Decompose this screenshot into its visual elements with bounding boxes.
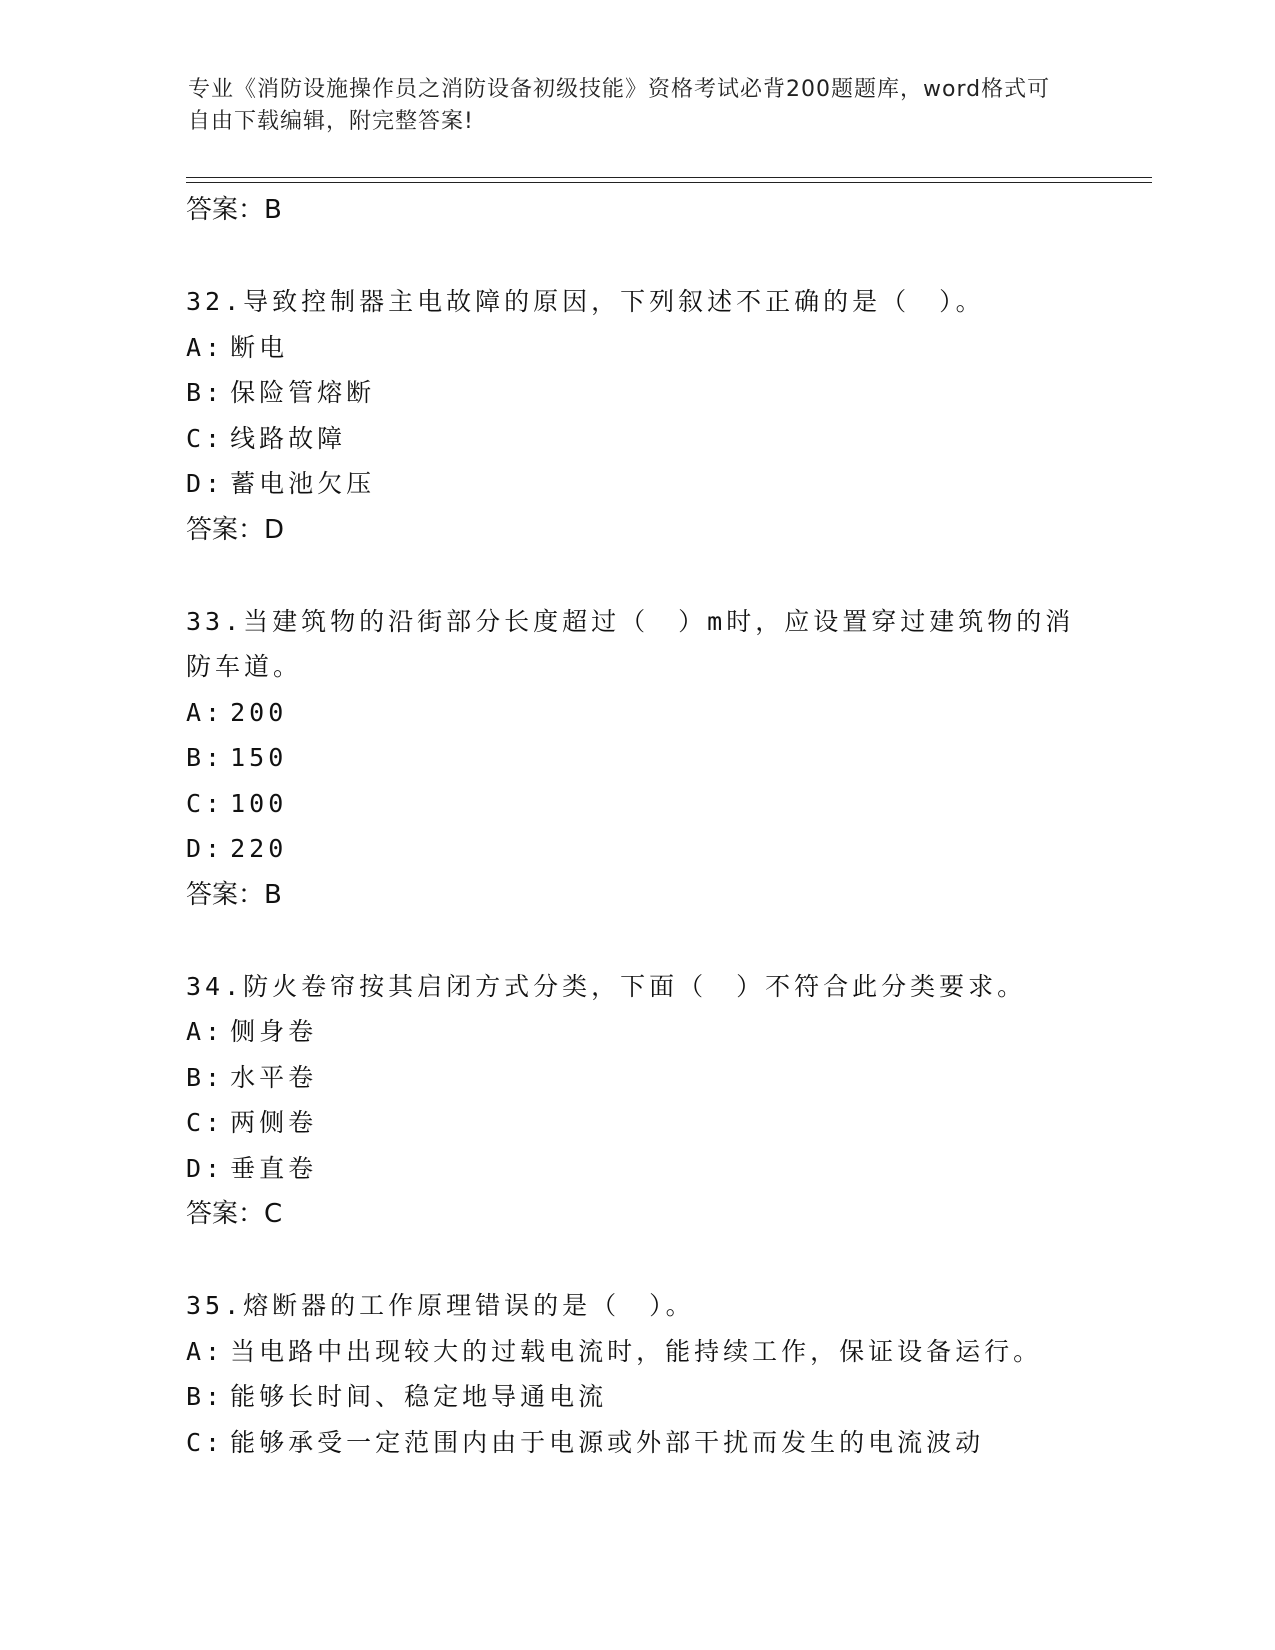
option-a xyxy=(186,325,1086,371)
option-a xyxy=(186,1009,1086,1055)
option-c xyxy=(186,1100,1086,1146)
question-text: 33.当建筑物的沿街部分长度超过（ ）m时，应设置穿过建筑物的消防车道。 xyxy=(186,606,1075,681)
option-text: 保险管熔断 xyxy=(230,378,376,407)
option-key: D: xyxy=(186,834,225,863)
option-text: 220 xyxy=(230,834,288,863)
option-text: 两侧卷 xyxy=(230,1108,318,1137)
option-text: 200 xyxy=(230,697,288,727)
answer-line: 答案：C xyxy=(186,1199,283,1229)
option-text: 侧身卷 xyxy=(230,1017,318,1046)
option-key: A: xyxy=(186,1336,225,1366)
option-key: B: xyxy=(186,378,225,407)
question-text: 34.防火卷帘按其启闭方式分类，下面（ ）不符合此分类要求。 xyxy=(186,971,1027,1001)
option-key: D: xyxy=(186,1153,225,1183)
option-key: C: xyxy=(186,788,225,818)
option-key: C: xyxy=(186,423,225,453)
option-text: 断电 xyxy=(230,332,289,362)
question-32 xyxy=(186,279,1086,553)
option-text: 蓄电池欠压 xyxy=(230,469,376,498)
option-key: B: xyxy=(186,1382,225,1411)
option-key: D: xyxy=(186,469,225,498)
question-35 xyxy=(186,1283,1086,1465)
option-key: A: xyxy=(186,697,225,727)
option-b xyxy=(186,1055,1086,1101)
option-text: 线路故障 xyxy=(230,423,347,453)
question-33 xyxy=(186,599,1086,918)
header-rule-bottom xyxy=(186,182,1152,183)
option-key: B: xyxy=(186,1062,225,1092)
option-key: C: xyxy=(186,1108,225,1137)
option-text: 能够长时间、稳定地导通电流 xyxy=(230,1382,608,1411)
option-text: 水平卷 xyxy=(230,1062,318,1092)
option-d xyxy=(186,461,1086,507)
answer-line: 答案：B xyxy=(186,879,282,910)
header-rule-top xyxy=(186,177,1152,178)
option-a xyxy=(186,1329,1086,1375)
option-a xyxy=(186,690,1086,736)
option-c xyxy=(186,781,1086,827)
option-b xyxy=(186,370,1086,416)
answer-line: 答案：B xyxy=(186,195,282,225)
option-text: 能够承受一定范围内由于电源或外部干扰而发生的电流波动 xyxy=(230,1427,985,1457)
question-34 xyxy=(186,964,1086,1238)
option-c xyxy=(186,416,1086,462)
option-text: 150 xyxy=(230,743,288,772)
option-text: 100 xyxy=(230,788,288,818)
option-key: A: xyxy=(186,1017,225,1046)
option-key: C: xyxy=(186,1427,225,1457)
option-text: 垂直卷 xyxy=(230,1153,318,1183)
option-key: B: xyxy=(186,743,225,772)
question-text: 32.导致控制器主电故障的原因，下列叙述不正确的是（ ）。 xyxy=(186,287,985,316)
option-d xyxy=(186,1146,1086,1192)
answer-line: 答案：D xyxy=(186,514,285,545)
question-text: 35.熔断器的工作原理错误的是（ ）。 xyxy=(186,1291,695,1320)
option-key: A: xyxy=(186,332,225,362)
option-text: 当电路中出现较大的过载电流时，能持续工作，保证设备运行。 xyxy=(230,1336,1043,1366)
option-b xyxy=(186,1374,1086,1420)
document-header: 专业《消防设施操作员之消防设备初级技能》资格考试必背200题题库，word格式可自由下载编辑，附完整答案! xyxy=(188,77,1051,134)
option-d xyxy=(186,826,1086,872)
question-list xyxy=(186,187,1086,1465)
option-c xyxy=(186,1420,1086,1466)
option-b xyxy=(186,735,1086,781)
